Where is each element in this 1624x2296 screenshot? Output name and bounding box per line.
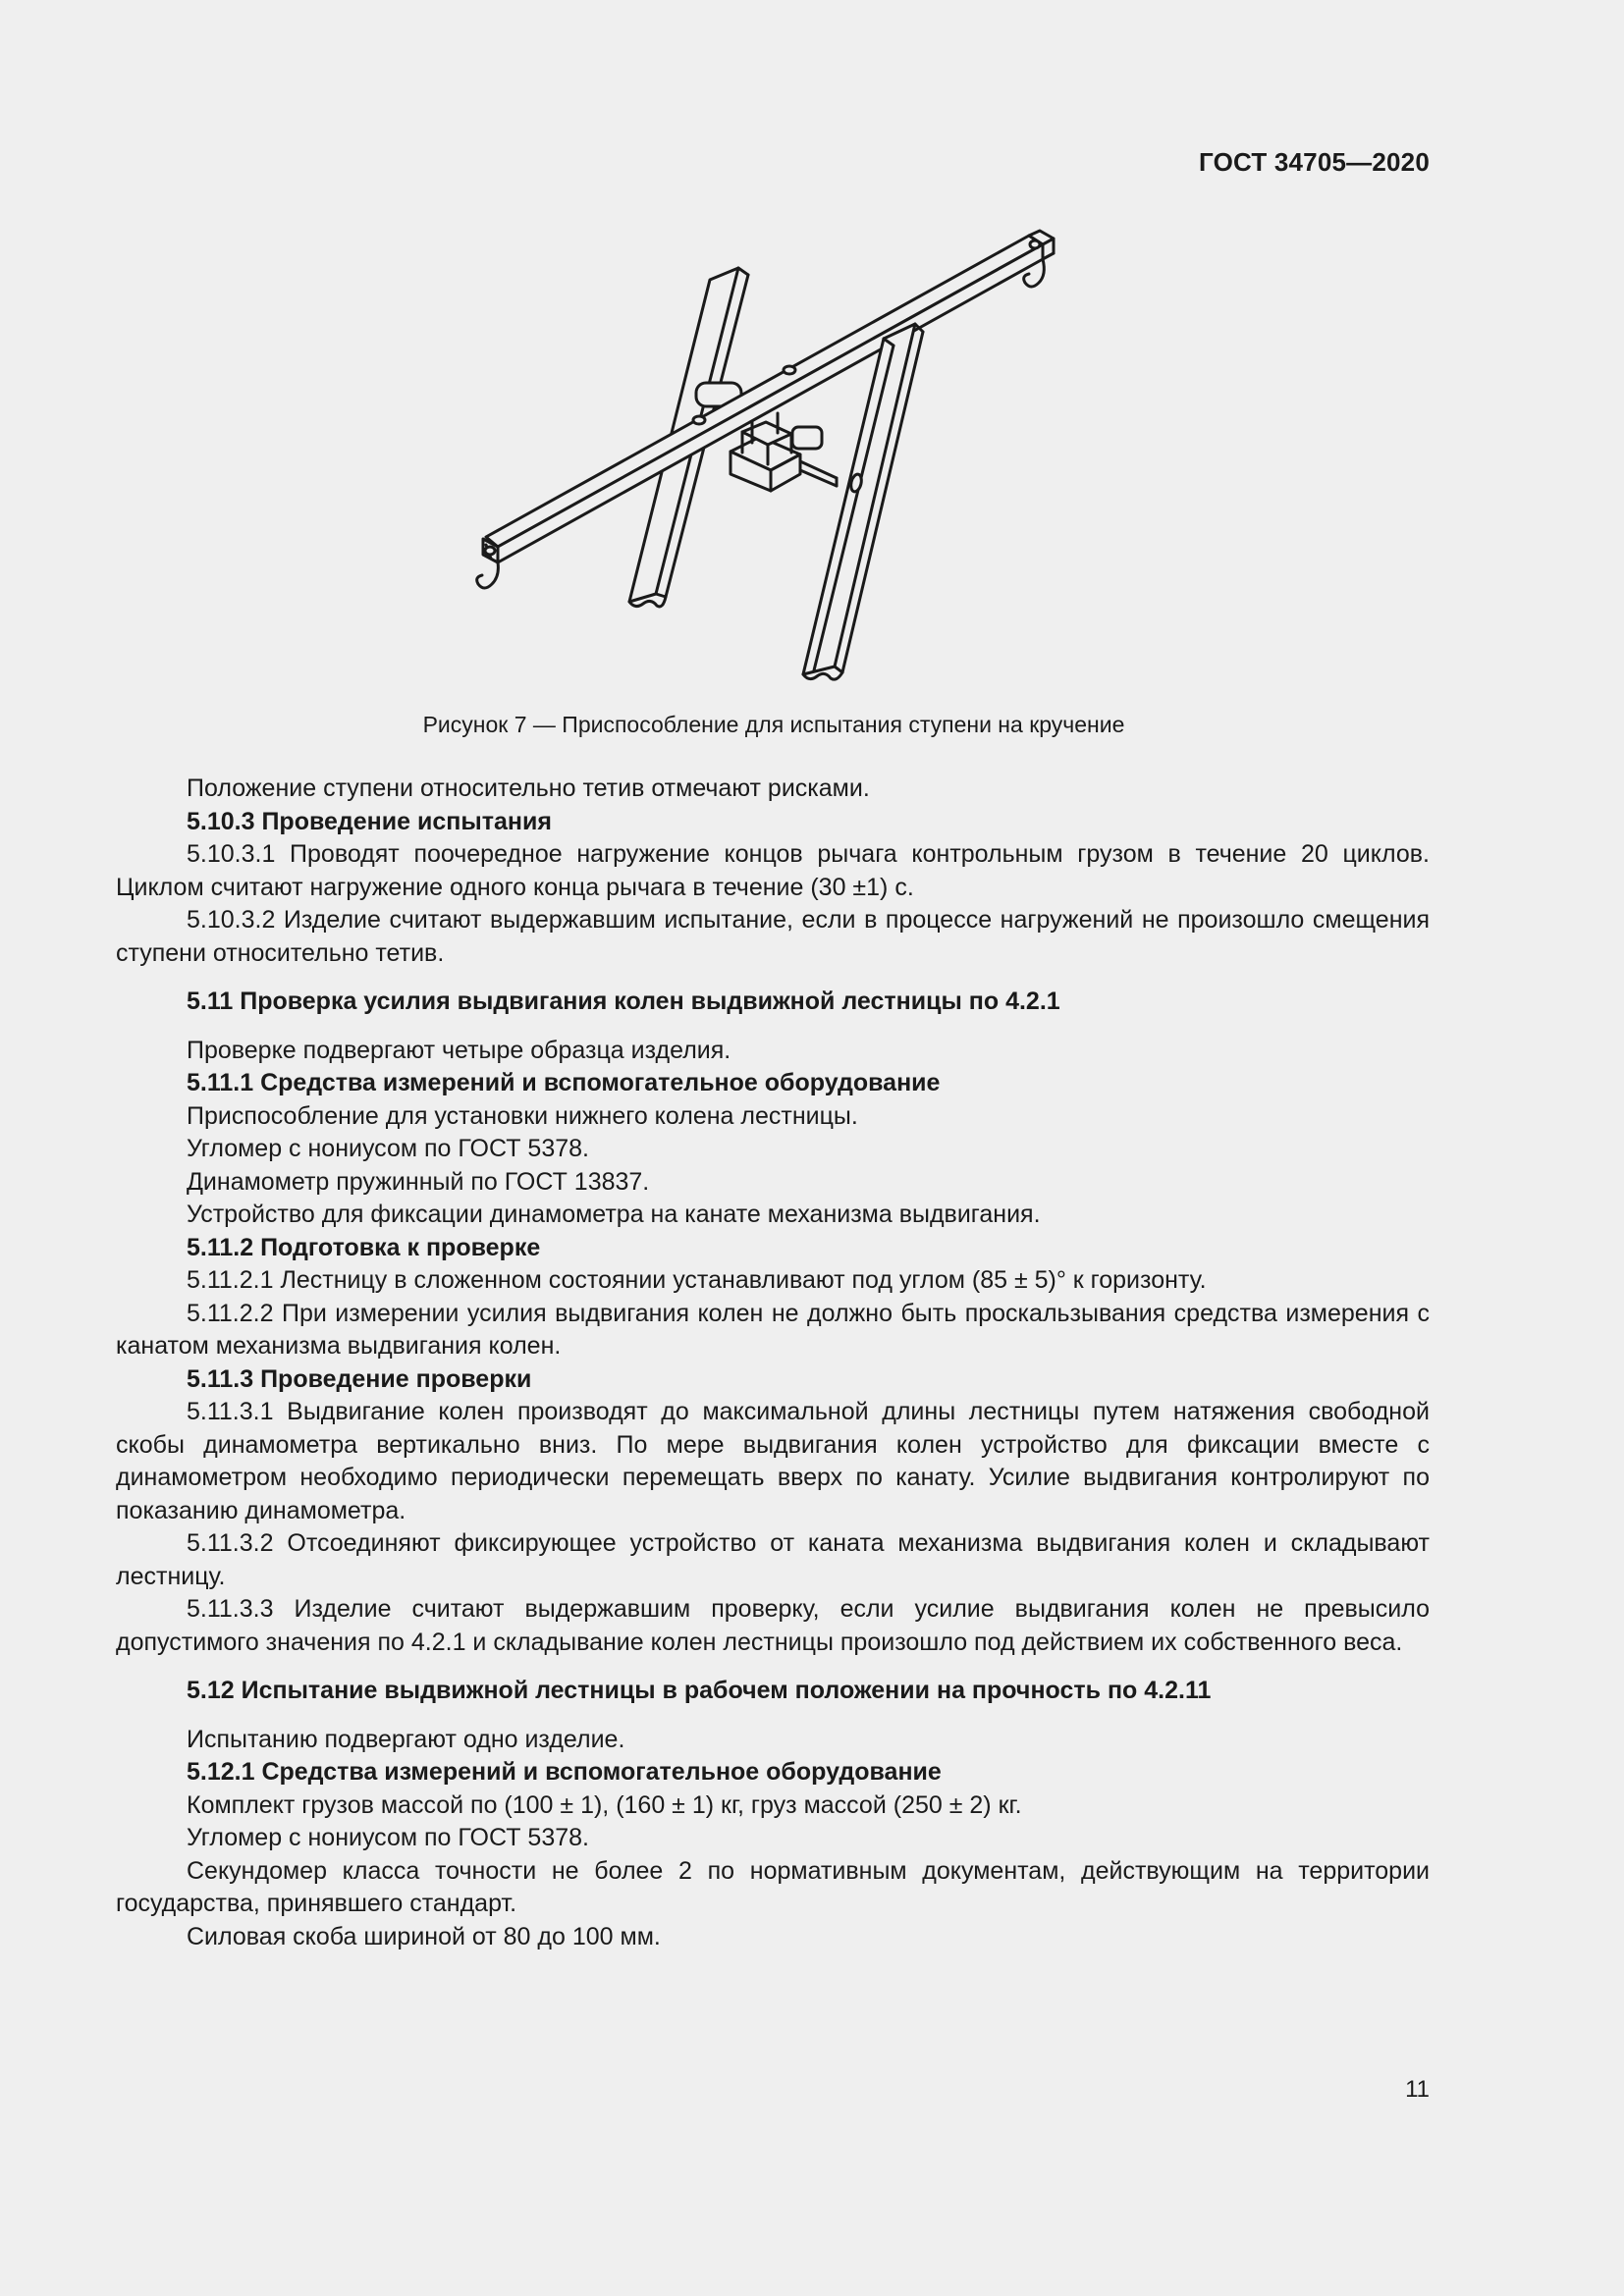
paragraph: 5.11.3.2 Отсоединяют фиксирующее устройство от каната механизма выдвигания колен и складывают лестницу. [116, 1529, 1430, 1590]
section-heading: 5.11.1 Средства измерений и вспомогательное оборудование [187, 1069, 941, 1096]
torsion-test-fixture-drawing [471, 221, 1080, 692]
paragraph: 5.11.3.3 Изделие считают выдержавшим проверку, если усилие выдвигания колен не превысило допустимого значения по 4.2.1 и складывание колен лестницы произошло под действием их собственного веса. [116, 1595, 1430, 1656]
section-heading: 5.12.1 Средства измерений и вспомогательное оборудование [187, 1758, 942, 1786]
page-number: 11 [1405, 2076, 1430, 2103]
section-heading: 5.11.2 Подготовка к проверке [187, 1233, 541, 1261]
paragraph: Положение ступени относительно тетив отмечают рисками. [187, 774, 870, 802]
section-heading: 5.10.3 Проведение испытания [187, 807, 552, 835]
paragraph: Испытанию подвергают одно изделие. [187, 1725, 625, 1753]
standard-id-header: ГОСТ 34705—2020 [1199, 147, 1430, 177]
paragraph: 5.11.2.1 Лестницу в сложенном состоянии устанавливают под углом (85 ± 5)° к горизонту. [187, 1266, 1207, 1294]
paragraph: Угломер с нониусом по ГОСТ 5378. [187, 1135, 589, 1162]
section-heading: 5.11.3 Проведение проверки [187, 1364, 532, 1393]
paragraph: 5.10.3.2 Изделие считают выдержавшим испытание, если в процессе нагружений не произошло смещения ступени относительно тетив. [116, 906, 1430, 967]
paragraph: 5.10.3.1 Проводят поочередное нагружение концов рычага контрольным грузом в течение 20 циклов. Циклом считают нагружение одного конца рычага в течение (30 ±1) с. [116, 840, 1430, 901]
body-text [116, 773, 1430, 1953]
torsion-test-fixture-figure [471, 221, 1080, 692]
section-heading: 5.11 Проверка усилия выдвигания колен выдвижной лестницы по 4.2.1 [187, 988, 1060, 1015]
paragraph: Динамометр пружинный по ГОСТ 13837. [187, 1167, 650, 1196]
section-heading: 5.12 Испытание выдвижной лестницы в рабочем положении на прочность по 4.2.11 [187, 1677, 1212, 1704]
paragraph: Комплект грузов массой по (100 ± 1), (160 ± 1) кг, груз массой (250 ± 2) кг. [187, 1790, 1022, 1819]
paragraph: Проверке подвергают четыре образца изделия. [187, 1036, 731, 1064]
lever-channel [483, 231, 1054, 562]
paragraph: Приспособление для установки нижнего колена лестницы. [187, 1101, 858, 1130]
paragraph: Силовая скоба шириной от 80 до 100 мм. [187, 1922, 661, 1950]
paragraph: Устройство для фиксации динамометра на канате механизма выдвигания. [187, 1201, 1041, 1228]
paragraph: Секундомер класса точности не более 2 по нормативным документам, действующим на территории государства, принявшего стандарт. [116, 1856, 1430, 1917]
paragraph: Угломер с нониусом по ГОСТ 5378. [187, 1824, 589, 1851]
paragraph: 5.11.2.2 При измерении усилия выдвигания колен не должно быть проскальзывания средства измерения с канатом механизма выдвигания колен. [116, 1299, 1430, 1360]
paragraph: 5.11.3.1 Выдвигание колен производят до максимальной длины лестницы путем натяжения свободной скобы динамометра вертикально вниз. По мере выдвигания колен устройство для фиксации вместе с динамометром необходимо периодически перемещать вверх по канату. Усилие выдвигания контролируют по показанию динамометра. [116, 1398, 1430, 1524]
figure-caption: Рисунок 7 — Приспособление для испытания ступени на кручение [422, 712, 1125, 737]
